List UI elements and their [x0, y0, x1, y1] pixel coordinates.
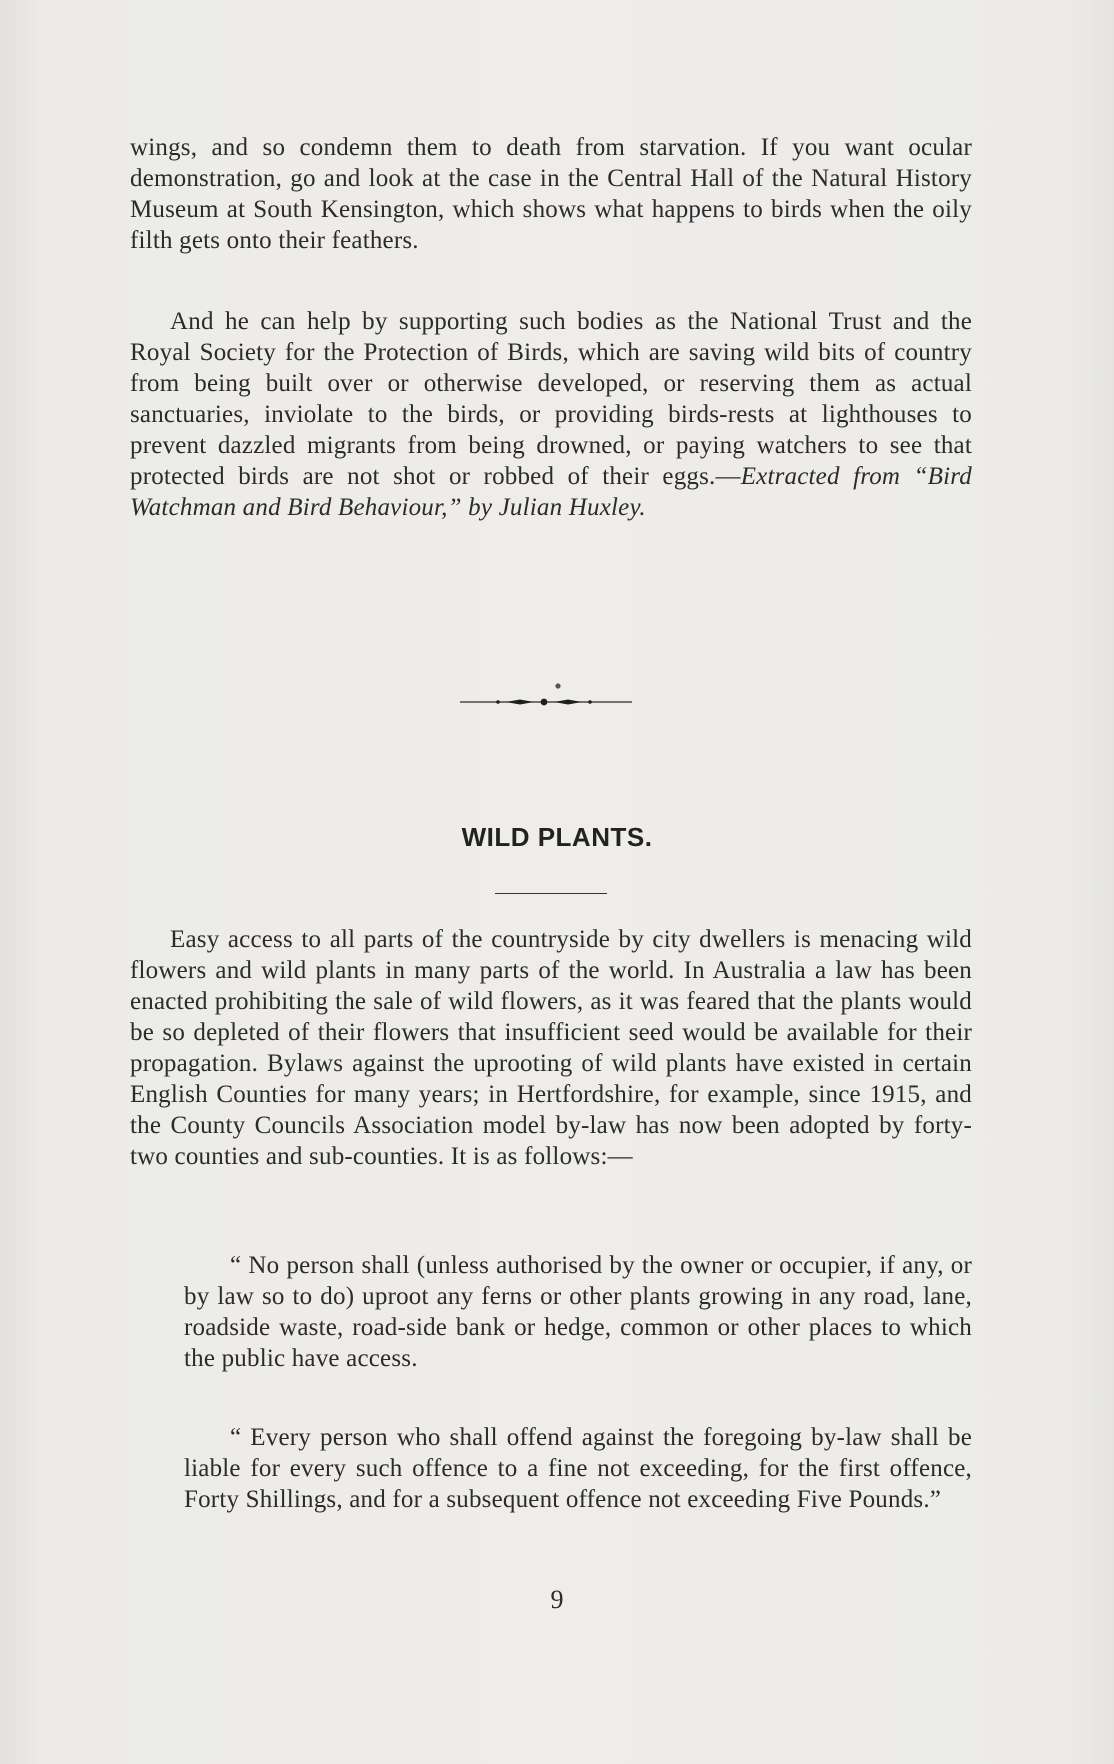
- citation: Extracted from “Bird Watchman and Bird Behaviour,” by Julian Huxley.: [130, 463, 973, 521]
- page-number: 9: [550, 1585, 564, 1614]
- section-heading: WILD PLANTS.: [461, 822, 653, 852]
- paragraph-birds-oil: wings, and so condemn them to death from starvation. If you want ocular demonstration, go and look at the case in the Central Hall of the Natural History Museum at South Kensington, which shows what happens to birds when the oily filth gets onto their feathers.: [130, 134, 972, 254]
- section-divider-ornament: [458, 680, 634, 720]
- heading-underline-rule: [495, 893, 607, 894]
- bylaw-quote-uprooting: “ No person shall (unless authorised by the owner or occupier, if any, or by law so to do) uproot any ferns or other plants growing in any road, lane, roadside waste, road-side bank or hedge, common or other places to which the public have access.: [184, 1252, 972, 1372]
- paragraph-birds-help: [130, 306, 972, 523]
- paragraph-wild-plants-intro: Easy access to all parts of the countryside by city dwellers is menacing wild flowers and wild plants in many parts of the world. In Australia a law has been enacted prohibiting the sale of wild flowers, as it was feared that the plants would be so depleted of their flowers that insufficient seed would be available for their propagation. Bylaws against the uprooting of wild plants have existed in certain English Counties for many years; in Hertfordshire, for example, since 1915, and the County Councils Association model by-law has now been adopted by forty-two counties and sub-counties. It is as follows:—: [130, 926, 972, 1170]
- bylaw-quote-penalty: “ Every person who shall offend against the foregoing by-law shall be liable for every such offence to a fine not exceeding, for the first offence, Forty Shillings, and for a subsequent offence not exceeding Five Pounds.”: [184, 1424, 972, 1513]
- paragraph-birds-help-text: And he can help by supporting such bodies as the National Trust and the Royal Society for the Protection of Birds, which are saving wild bits of country from being built over or otherwise developed, or reserving them as actual sanctuaries, inviolate to the birds, or providing birds-rests at lighthouses to prevent dazzled migrants from being drowned, or paying watchers to see that protected birds are not shot or robbed of their eggs.—: [130, 308, 972, 490]
